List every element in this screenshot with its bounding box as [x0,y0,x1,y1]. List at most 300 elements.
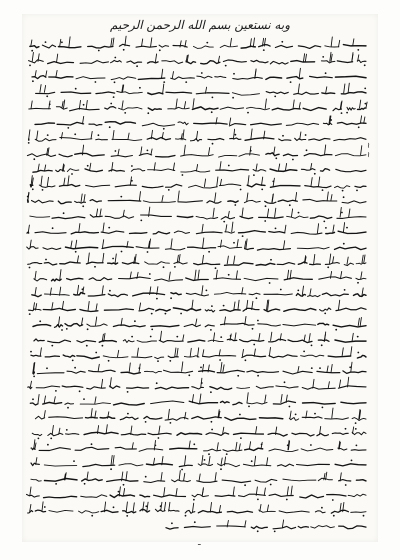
handwritten-word [132,357,152,358]
handwritten-word [27,154,55,157]
handwritten-word [30,403,38,405]
handwritten-word [45,356,59,357]
handwritten-word [237,388,250,389]
handwritten-word [246,107,269,110]
handwritten-word [75,153,105,156]
handwritten-word [225,418,256,421]
handwritten-word [35,510,45,512]
handwritten-word [332,433,348,434]
handwritten-word [33,170,52,172]
handwritten-word [32,200,54,203]
handwritten-word [111,156,132,157]
handwritten-word [45,479,78,482]
handwritten-word [105,107,116,110]
handwritten-word [320,308,331,311]
handwritten-word [297,247,329,249]
handwritten-word [151,401,184,404]
handwritten-word [199,371,215,372]
text-line [31,440,366,455]
handwritten-word [257,249,290,251]
handwritten-word [273,401,295,404]
handwritten-word [48,62,74,64]
handwritten-word [333,325,366,327]
text-line [29,52,366,67]
handwritten-word [283,324,316,326]
handwritten-word [59,185,79,187]
handwritten-word [77,356,99,359]
handwritten-word [58,201,71,204]
handwritten-word [196,232,222,234]
handwritten-word [319,277,352,279]
handwritten-text-block [22,14,378,542]
handwritten-word [210,387,232,390]
handwritten-word [165,248,185,250]
handwritten-word [289,418,298,421]
handwritten-word [101,231,124,233]
handwritten-word [259,217,283,218]
handwritten-word [255,479,277,482]
handwritten-word [302,387,335,389]
handwritten-word [310,216,332,219]
handwritten-word [277,263,295,265]
handwritten-word [297,464,330,465]
text-line [35,116,366,130]
handwritten-word [71,232,98,234]
handwritten-word [223,60,246,62]
handwritten-word [102,246,133,248]
handwritten-word [119,464,143,466]
handwritten-word [29,108,51,109]
handwritten-word [337,61,352,63]
handwritten-word [31,479,41,481]
handwritten-word [234,433,264,434]
handwritten-word [143,201,175,203]
handwritten-word [337,122,366,124]
handwritten-word [298,262,307,264]
handwritten-word [37,373,64,374]
handwritten-word [219,156,237,158]
handwritten-word [140,495,150,497]
handwritten-word [189,401,217,404]
handwritten-word [154,495,186,497]
handwritten-word [87,324,107,326]
handwritten-word [114,403,145,405]
handwritten-word [253,170,266,172]
handwritten-word [31,463,39,466]
handwritten-word [80,310,98,312]
handwritten-word [205,310,215,312]
text-line [32,68,366,83]
handwritten-word [166,528,178,529]
handwritten-word [159,340,183,342]
handwritten-word [142,123,174,126]
handwritten-word [133,293,165,296]
handwritten-word [343,45,366,46]
handwritten-word [336,169,366,171]
handwritten-word [138,78,165,79]
handwritten-word [44,496,77,497]
handwritten-word [49,417,83,419]
handwritten-word [265,201,276,203]
handwritten-word [62,386,83,387]
handwritten-word [355,186,366,187]
handwritten-word [144,481,165,483]
handwritten-word [104,309,133,310]
handwritten-word [204,449,221,451]
handwritten-word [240,340,264,342]
handwritten-word [309,138,330,140]
handwritten-word [48,433,63,436]
handwritten-word [301,169,315,171]
handwritten-word [66,247,98,249]
handwritten-word [120,417,138,420]
handwritten-word [108,200,141,201]
handwritten-word [184,356,199,357]
handwritten-word [322,293,348,296]
handwritten-word [101,510,118,512]
text-line [28,129,366,145]
handwritten-word [192,107,218,110]
handwritten-word [221,401,230,403]
handwritten-word [272,108,300,110]
handwritten-word [139,449,163,451]
handwritten-word [277,464,293,466]
handwritten-word [194,123,228,124]
text-line [35,408,366,424]
handwritten-word [110,386,120,389]
handwritten-word [131,169,145,171]
handwritten-word [159,45,169,47]
handwritten-word [310,264,321,265]
handwritten-word [251,123,282,125]
handwritten-word [86,262,103,264]
handwritten-word [221,323,255,325]
handwritten-word [233,402,242,404]
handwritten-word [247,184,265,187]
text-line [33,362,366,378]
handwritten-word [347,107,355,110]
handwritten-word [233,77,262,79]
handwritten-word [356,480,366,481]
handwritten-word [218,246,242,248]
handwritten-word [44,465,76,466]
handwritten-word [177,216,193,217]
handwritten-word [188,247,216,248]
handwritten-word [335,340,366,342]
handwritten-word [153,232,169,234]
handwritten-word [81,495,107,498]
handwritten-word [302,417,322,418]
text-line [33,162,366,176]
handwritten-word [270,61,288,64]
handwritten-word [105,122,135,124]
handwritten-word [89,370,116,372]
handwritten-word [276,386,298,388]
text-line [36,83,367,98]
handwritten-word [49,77,73,79]
text-line [28,377,366,393]
handwritten-word [358,108,367,109]
handwritten-word [256,386,273,388]
handwritten-word [39,448,70,451]
handwritten-word [76,77,105,79]
handwritten-word [96,139,108,140]
handwritten-word [27,494,40,497]
handwritten-word [32,76,46,79]
handwritten-word [58,47,81,48]
margin-annotation: ~ ~ [364,142,373,158]
handwritten-word [174,231,189,233]
handwritten-word [269,449,298,451]
handwritten-word [322,93,335,94]
handwritten-word [147,137,170,139]
handwritten-word [179,465,192,466]
handwritten-word [351,512,366,513]
handwritten-word [170,448,197,449]
handwritten-word [256,263,275,265]
handwritten-word [244,278,278,280]
handwritten-word [225,263,254,266]
handwritten-word [105,216,133,218]
handwritten-word [36,92,55,93]
handwritten-word [107,479,138,481]
handwritten-word [140,509,150,512]
handwritten-word [303,108,326,111]
handwritten-word [196,216,218,219]
handwritten-word [127,61,142,63]
handwritten-word [147,464,173,465]
handwritten-word [291,61,315,62]
handwritten-word [214,292,245,294]
handwritten-word [251,60,268,63]
handwritten-word [79,511,99,513]
handwritten-word [121,372,140,374]
handwritten-word [43,402,62,404]
handwritten-word [222,480,250,482]
handwritten-word [328,356,351,357]
handwritten-word [327,495,346,497]
handwritten-word [205,325,214,327]
handwritten-word [344,263,353,266]
handwritten-word [29,60,44,63]
handwritten-word [123,340,134,343]
handwritten-word [115,185,136,187]
handwritten-word [130,233,147,234]
handwritten-word [43,308,75,310]
handwritten-word [90,200,101,202]
handwritten-word [144,416,162,419]
handwritten-word [111,77,136,80]
handwritten-word [84,432,118,434]
handwritten-word [137,341,156,343]
handwritten-word [219,184,240,186]
handwritten-word [171,293,181,295]
handwritten-word [357,60,366,63]
handwritten-word [270,186,300,188]
handwritten-word [338,231,366,233]
handwritten-word [192,387,204,389]
handwritten-word [32,295,41,297]
handwritten-word [258,324,281,326]
handwritten-word [155,387,188,389]
handwritten-word [166,184,182,187]
handwritten-word [220,45,237,47]
handwritten-word [89,278,112,281]
handwritten-word [139,308,154,311]
handwritten-word [335,247,367,250]
handwritten-word [292,433,314,436]
text-line [28,253,366,269]
handwritten-word [283,154,297,156]
handwritten-word [164,370,193,373]
handwritten-word [148,93,163,95]
handwritten-word [305,186,331,188]
handwritten-word [67,169,79,172]
handwritten-word [325,418,349,420]
handwritten-word [325,46,339,47]
handwritten-word [115,447,136,449]
handwritten-word [127,387,149,388]
handwritten-word [239,231,266,233]
handwritten-word [151,325,179,326]
handwritten-word [155,357,164,359]
handwritten-word [287,216,309,218]
handwritten-word [342,201,366,203]
handwritten-word [206,433,229,436]
handwritten-word [284,308,316,311]
handwritten-word [242,355,266,357]
text-line [31,471,366,487]
handwritten-word [247,371,279,373]
handwritten-word [208,340,223,341]
handwritten-word [298,526,308,528]
handwritten-word [29,309,41,311]
handwritten-word [287,77,303,79]
handwritten-word [228,201,238,203]
handwritten-word [49,510,73,512]
handwritten-word [303,199,337,201]
handwritten-word [168,107,189,109]
handwritten-word [75,447,109,450]
handwritten-word [273,526,296,528]
handwritten-word [303,403,336,405]
handwritten-word [245,138,274,141]
handwritten-word [119,277,151,279]
handwritten-word [198,464,212,466]
handwritten-word [66,434,79,435]
handwritten-word [317,371,340,372]
handwritten-word [188,340,205,342]
handwritten-word [35,123,55,124]
handwritten-word [193,46,213,49]
handwritten-word [65,324,83,326]
handwritten-word [343,371,366,374]
handwritten-word [335,76,366,78]
handwritten-word [260,418,283,419]
handwritten-word [215,76,226,77]
handwritten-word [317,433,329,435]
text-line [27,191,366,207]
handwritten-word [184,324,200,326]
handwritten-word [270,169,297,171]
handwritten-word [216,169,249,171]
handwritten-word [310,76,333,77]
handwritten-word [266,153,279,156]
manuscript-page [22,14,378,548]
handwritten-word [83,464,115,466]
handwritten-word [113,325,145,327]
handwritten-word [249,293,260,295]
handwritten-word [279,511,309,513]
handwritten-word [117,91,143,93]
text-line [27,145,366,161]
handwritten-word [286,123,318,125]
text-line [27,486,367,501]
handwritten-word [275,45,292,47]
handwritten-word [177,433,202,436]
handwritten-word [352,432,366,435]
handwritten-word [201,61,220,64]
handwritten-word [67,278,83,280]
handwritten-word [181,171,210,173]
handwritten-word [283,479,316,481]
handwritten-word [28,387,32,389]
handwritten-word [269,355,297,358]
handwritten-word [108,263,118,264]
handwritten-word [229,124,245,126]
text-line [30,36,366,51]
handwritten-word [192,494,209,497]
handwritten-word [194,263,220,264]
handwritten-word [311,526,335,529]
handwritten-word [136,46,156,47]
handwritten-word [215,495,235,496]
handwritten-word [156,309,170,311]
handwritten-word [197,76,212,78]
handwritten-word [173,308,200,311]
handwritten-word [122,262,138,264]
text-line [30,176,366,192]
handwritten-word [245,448,263,450]
handwritten-word [148,62,159,63]
handwritten-word [87,387,106,389]
handwritten-word [111,60,122,62]
handwritten-word [335,186,350,189]
handwritten-word [186,278,208,280]
handwritten-word [230,138,241,139]
handwritten-word [57,122,84,125]
handwritten-word [35,232,66,234]
handwritten-word [34,279,47,281]
handwritten-word [232,93,259,96]
handwritten-word [34,339,44,341]
handwritten-word [42,45,55,48]
handwritten-word [348,494,366,496]
handwritten-word [189,185,218,188]
handwritten-word [335,154,366,156]
handwritten-word [279,139,291,141]
handwritten-word [142,186,163,188]
handwritten-word [225,232,235,233]
handwritten-word [176,139,186,140]
text-line [32,425,366,440]
handwritten-word [336,308,366,311]
handwritten-word [318,323,329,325]
handwritten-word [174,262,187,264]
handwritten-word [148,108,161,110]
handwritten-word [43,248,61,250]
handwritten-word [35,139,56,142]
